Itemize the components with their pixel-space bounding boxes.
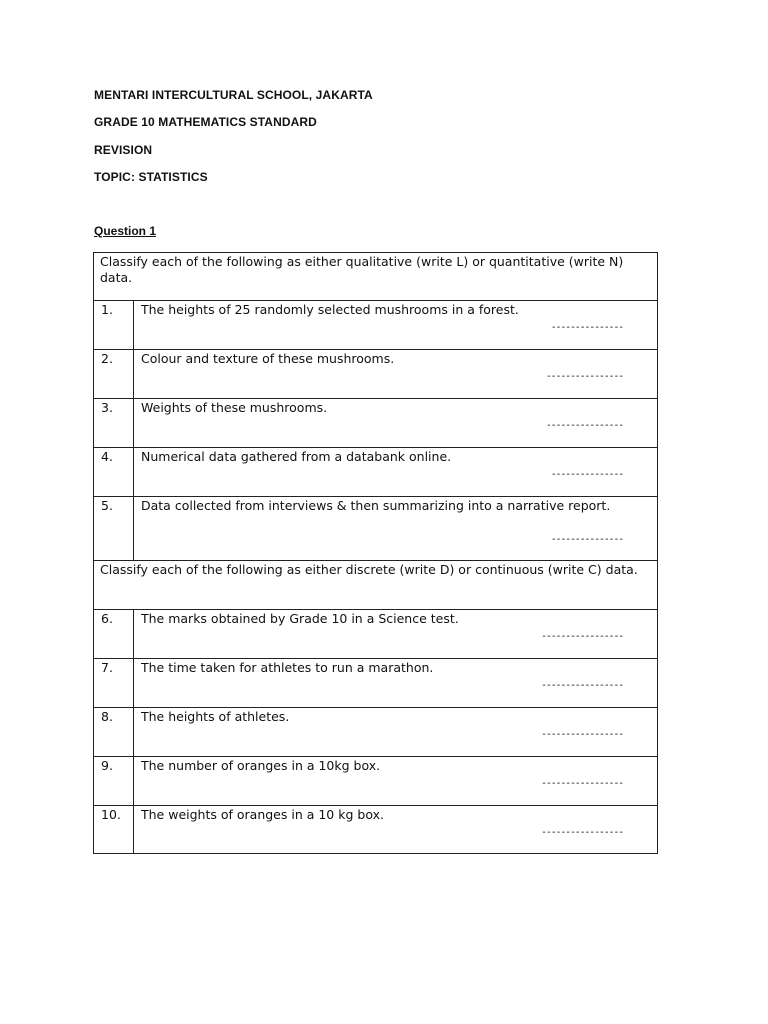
table-row xyxy=(94,806,658,854)
item-number: 3. xyxy=(94,399,134,448)
school-name: MENTARI INTERCULTURAL SCHOOL, JAKARTA xyxy=(94,88,373,102)
answer-cell[interactable] xyxy=(134,659,658,708)
answer-cell[interactable] xyxy=(134,399,658,448)
table-row xyxy=(94,399,658,448)
item-text: The heights of athletes. xyxy=(141,709,290,724)
answer-cell[interactable] xyxy=(134,610,658,659)
document-type: REVISION xyxy=(94,143,153,157)
answer-blank[interactable]: ---------------- xyxy=(545,371,623,382)
table-row xyxy=(94,497,658,561)
answer-blank[interactable]: ----------------- xyxy=(541,631,623,642)
question-label: Question 1 xyxy=(94,224,157,238)
item-text: The weights of oranges in a 10 kg box. xyxy=(141,807,384,822)
item-number: 5. xyxy=(94,497,134,561)
instruction-text: Classify each of the following as either discrete (write D) or continuous (write C) data. xyxy=(94,561,658,610)
answer-blank[interactable]: --------------- xyxy=(550,322,623,333)
answer-cell[interactable] xyxy=(134,448,658,497)
table-row xyxy=(94,659,658,708)
answer-cell[interactable] xyxy=(134,350,658,399)
item-number: 2. xyxy=(94,350,134,399)
item-number: 4. xyxy=(94,448,134,497)
topic-title: TOPIC: STATISTICS xyxy=(94,170,208,184)
table-row xyxy=(94,301,658,350)
question-table xyxy=(93,252,658,854)
item-number: 8. xyxy=(94,708,134,757)
grade-subject: GRADE 10 MATHEMATICS STANDARD xyxy=(94,115,317,129)
item-text: Data collected from interviews & then summarizing into a narrative report. xyxy=(141,498,611,513)
answer-blank[interactable]: ---------------- xyxy=(545,420,623,431)
item-text: The number of oranges in a 10kg box. xyxy=(141,758,381,773)
item-number: 10. xyxy=(94,806,134,854)
item-text: Weights of these mushrooms. xyxy=(141,400,328,415)
answer-cell[interactable] xyxy=(134,757,658,806)
answer-cell[interactable] xyxy=(134,497,658,561)
answer-blank[interactable]: ----------------- xyxy=(541,827,623,838)
item-number: 7. xyxy=(94,659,134,708)
item-text: Colour and texture of these mushrooms. xyxy=(141,351,395,366)
table-row xyxy=(94,708,658,757)
item-text: Numerical data gathered from a databank online. xyxy=(141,449,452,464)
item-text: The time taken for athletes to run a marathon. xyxy=(141,660,434,675)
item-number: 9. xyxy=(94,757,134,806)
answer-cell[interactable] xyxy=(134,301,658,350)
answer-blank[interactable]: --------------- xyxy=(550,469,623,480)
table-row xyxy=(94,610,658,659)
item-number: 6. xyxy=(94,610,134,659)
instruction-row xyxy=(94,253,658,301)
item-text: The marks obtained by Grade 10 in a Science test. xyxy=(141,611,459,626)
answer-cell[interactable] xyxy=(134,806,658,854)
instruction-text: Classify each of the following as either qualitative (write L) or quantitative (write N) data. xyxy=(94,253,658,301)
table-row xyxy=(94,350,658,399)
answer-blank[interactable]: ----------------- xyxy=(541,680,623,691)
table-row xyxy=(94,448,658,497)
table-row xyxy=(94,757,658,806)
item-text: The heights of 25 randomly selected mushrooms in a forest. xyxy=(141,302,519,317)
answer-blank[interactable]: --------------- xyxy=(550,534,623,545)
instruction-row xyxy=(94,561,658,610)
answer-blank[interactable]: ----------------- xyxy=(541,729,623,740)
item-number: 1. xyxy=(94,301,134,350)
answer-blank[interactable]: ----------------- xyxy=(541,778,623,789)
answer-cell[interactable] xyxy=(134,708,658,757)
